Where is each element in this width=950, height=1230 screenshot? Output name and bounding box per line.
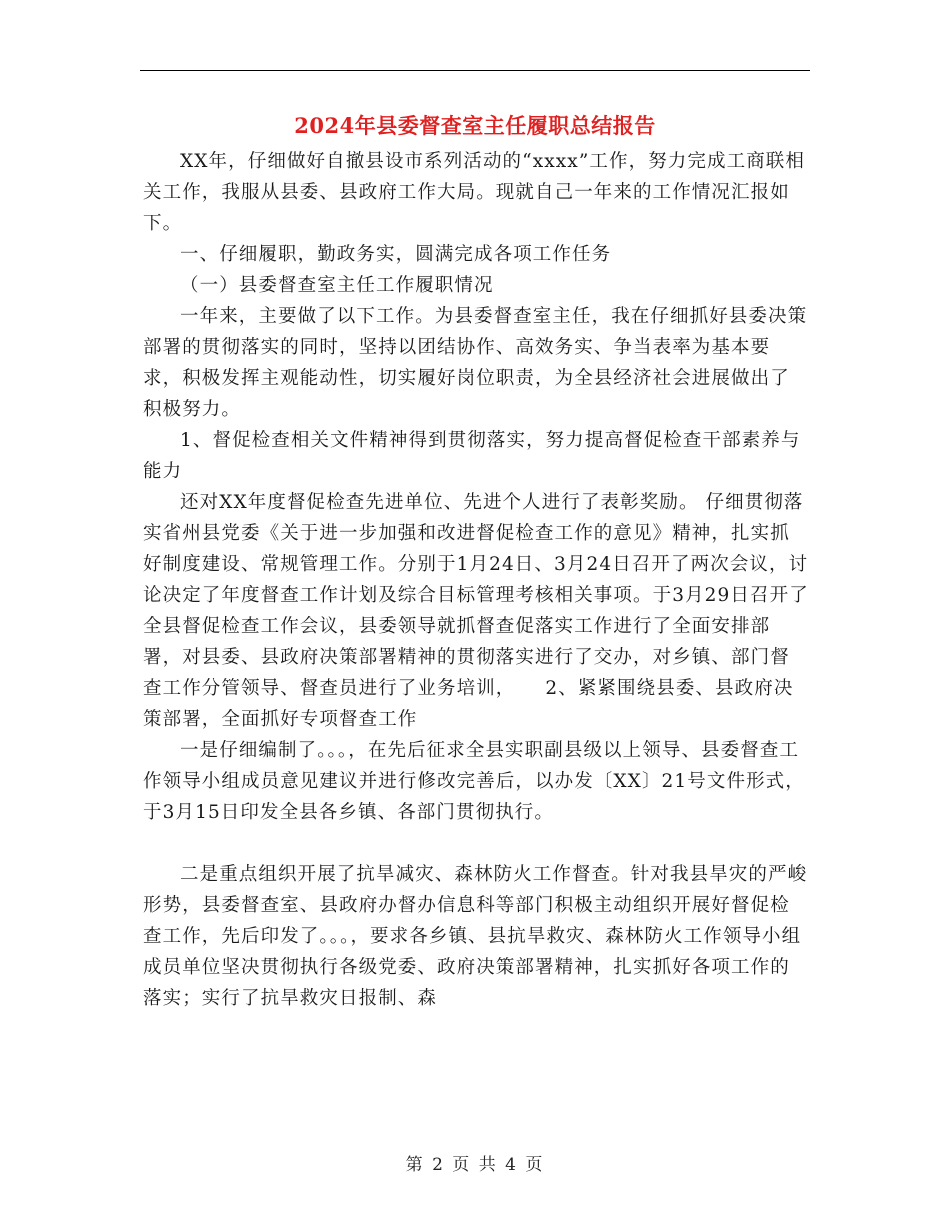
body-paragraph: XX年，仔细做好自撤县设市系列活动的“xxxx”工作，努力完成工商联相关工作，我服从县委、县政府工作大局。现就自己一年来的工作情况汇报如下。 [143, 151, 805, 234]
body-paragraph: 还对XX年度督促检查先进单位、先进个人进行了表彰奖励。 仔细贯彻落实省州县党委《关于进一步加强和改进督促检查工作的意见》精神，扎实抓好制度建设、常规管理工作。分别于1月24日、3月24日召开了两次会议，讨论决定了年度督查工作计划及综合目标管理考核相关事项。于3月29日召开了全县督促检查工作会议，县委领导就抓督查促落实工作进行了全面安排部署，对县委、县政府决策部署精神的贯彻落实进行了交办，对乡镇、部门督查工作分管领导、督查员进行了业务培训， 2、紧紧围绕县委、县政府决策部署，全面抓好专项督查工作 [143, 492, 809, 730]
page-indicator: 第 2 页 共 4 页 [405, 1155, 545, 1175]
body-paragraph: 一年来，主要做了以下工作。为县委督查室主任，我在仔细抓好县委决策部署的贯彻落实的同时，坚持以团结协作、高效务实、争当表率为基本要求，积极发挥主观能动性，切实履好岗位职责，为全县经济社会进展做出了积极努力。 [143, 306, 808, 420]
body-paragraph: 一是仔细编制了。。。，在先后征求全县实职副县级以上领导、县委督查工作领导小组成员意见建议并进行修改完善后，以办发〔XX〕21号文件形式，于3月15日印发全县各乡镇、各部门贯彻执行。 [143, 740, 805, 823]
document-body [143, 146, 809, 1014]
document-title: 2024年县委督查室主任履职总结报告 [294, 113, 656, 138]
body-paragraph: 二是重点组织开展了抗旱减灾、森林防火工作督查。针对我县旱灾的严峻形势，县委督查室、县政府办督办信息科等部门积极主动组织开展好督促检查工作，先后印发了。。。，要求各乡镇、县抗旱救灾、森林防火工作领导小组成员单位坚决贯彻执行各级党委、政府决策部署精神，扎实抓好各项工作的落实；实行了抗旱救灾日报制、森 [143, 864, 808, 1009]
section-heading: 一、仔细履职，勤政务实，圆满完成各项工作任务 [180, 244, 612, 265]
subsection-heading: （一）县委督查室主任工作履职情况 [180, 275, 494, 296]
header-rule [140, 70, 810, 71]
item-heading: 1、督促检查相关文件精神得到贯彻落实，努力提高督促检查干部素养与能力 [143, 430, 801, 482]
